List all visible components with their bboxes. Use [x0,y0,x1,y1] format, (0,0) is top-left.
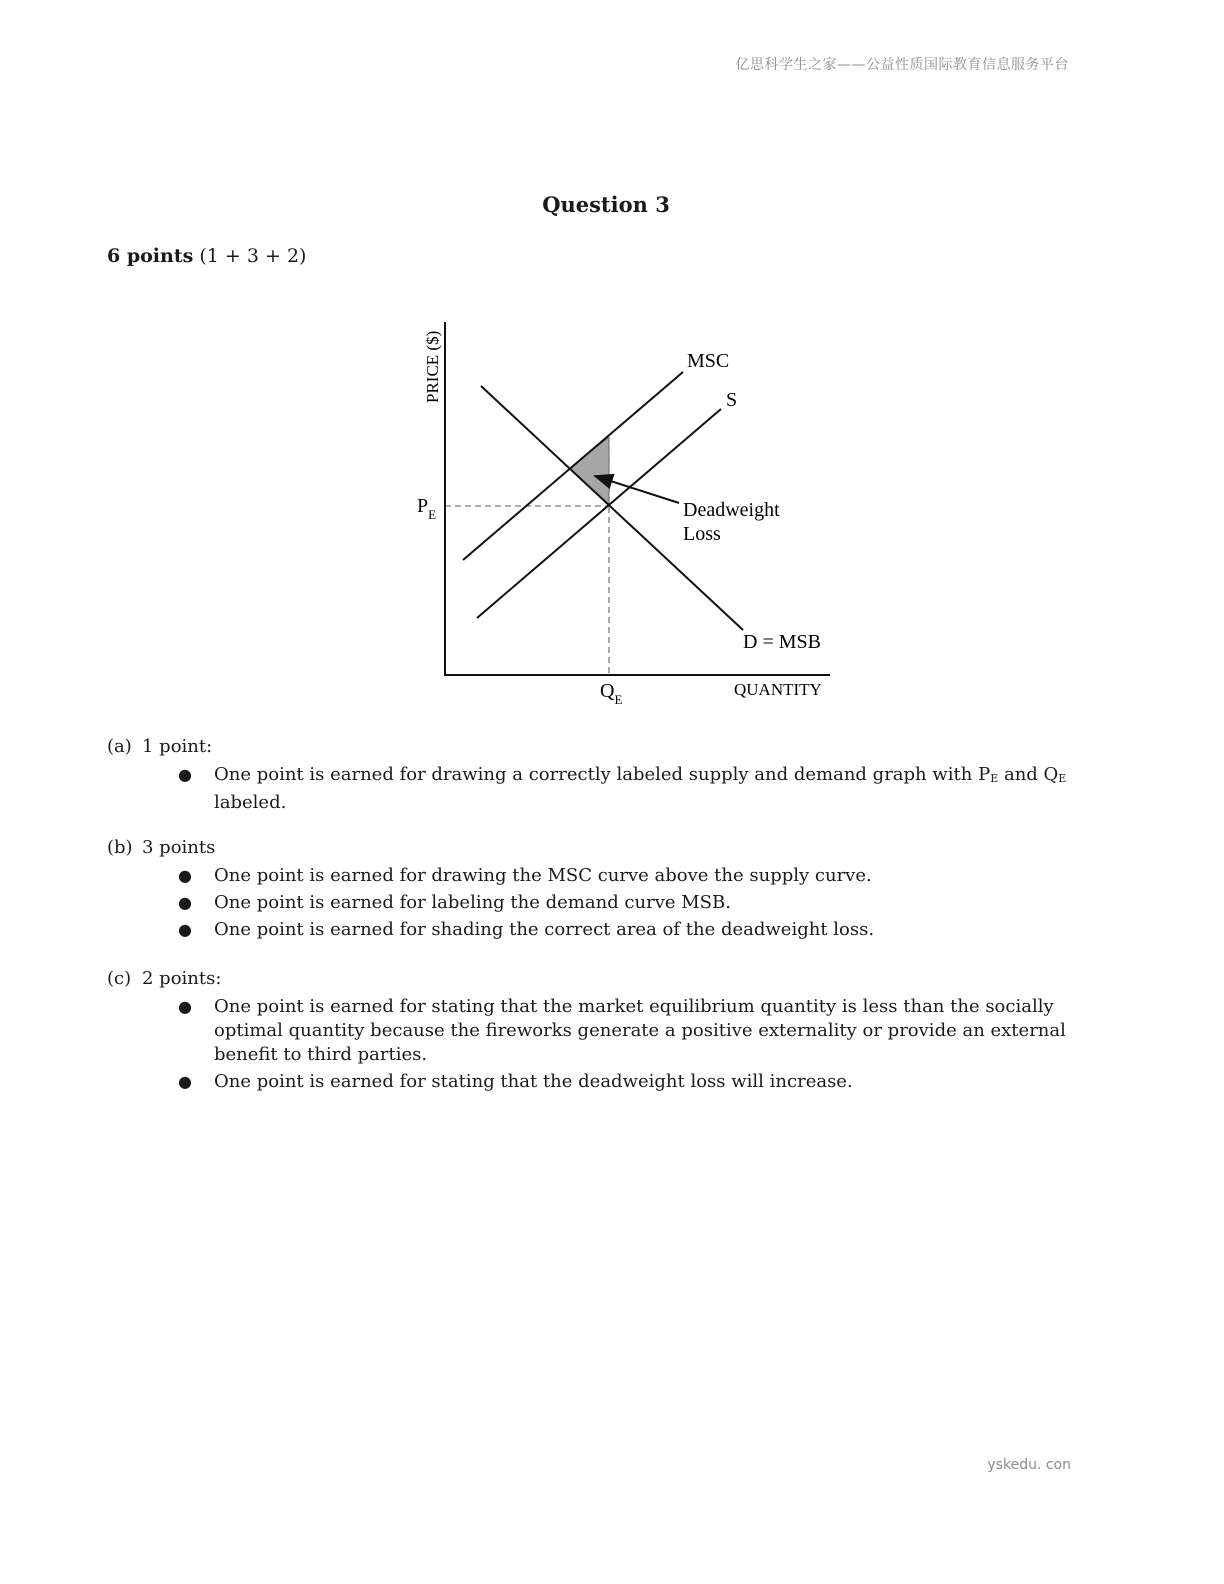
quantity-equilibrium-label: $Q_E$ [600,680,623,707]
price-equilibrium-label: $P_E$ [417,495,437,522]
bullet-icon: ● [178,997,192,1016]
bullet-icon: ● [178,920,192,939]
deadweight-loss-area [570,437,609,506]
y-axis-label: PRICE ($) [423,330,442,403]
footer-site-url: yskedu. con [987,1457,1071,1473]
demand-label: D = MSB [743,631,821,653]
part-c [107,967,1084,1097]
bullet-icon: ● [178,893,192,912]
part-b-bullet-2: ● One point is earned for labeling the demand curve MSB. [178,892,731,913]
dwl-label-line1: Deadweight [683,499,780,521]
part-c-bullet-2: ● One point is earned for stating that the deadweight loss will increase. [178,1071,853,1092]
question-title: Question 3 [542,192,670,217]
header-site-note: 亿思科学生之家——公益性质国际教育信息服务平台 [735,57,1069,73]
points-breakdown: (1 + 3 + 2) [199,245,307,267]
x-axis-label: QUANTITY [734,680,822,699]
points-total: 6 points [107,245,194,267]
part-b [107,836,1084,945]
part-c-label: (c) [107,968,132,989]
part-a [107,735,1084,818]
part-c-heading: 2 points: [142,968,222,989]
supply-demand-graph [0,0,1224,720]
part-a-bullet: ● One point is earned for drawing a correctly labeled supply and demand graph with $P_E$ and $Q_E$ labeled. [178,764,1067,813]
part-c-bullet-1: ● One point is earned for stating that the market equilibrium quantity is less than the socially optimal quantity because the fireworks generate a positive externality or provide an external benefit to third parties. [178,996,1066,1065]
part-a-label: (a) [107,736,132,757]
part-b-bullet-1: ● One point is earned for drawing the MSC curve above the supply curve. [178,865,872,886]
supply-label: S [726,389,738,411]
part-b-label: (b) [107,837,133,858]
bullet-icon: ● [178,765,192,784]
part-b-heading: 3 points [142,837,216,858]
bullet-icon: ● [178,1072,192,1091]
part-b-bullet-3: ● One point is earned for shading the correct area of the deadweight loss. [178,919,875,940]
part-a-heading: 1 point: [142,736,213,757]
dwl-label-line2: Loss [683,523,721,545]
msc-label: MSC [687,350,730,372]
bullet-icon: ● [178,866,192,885]
